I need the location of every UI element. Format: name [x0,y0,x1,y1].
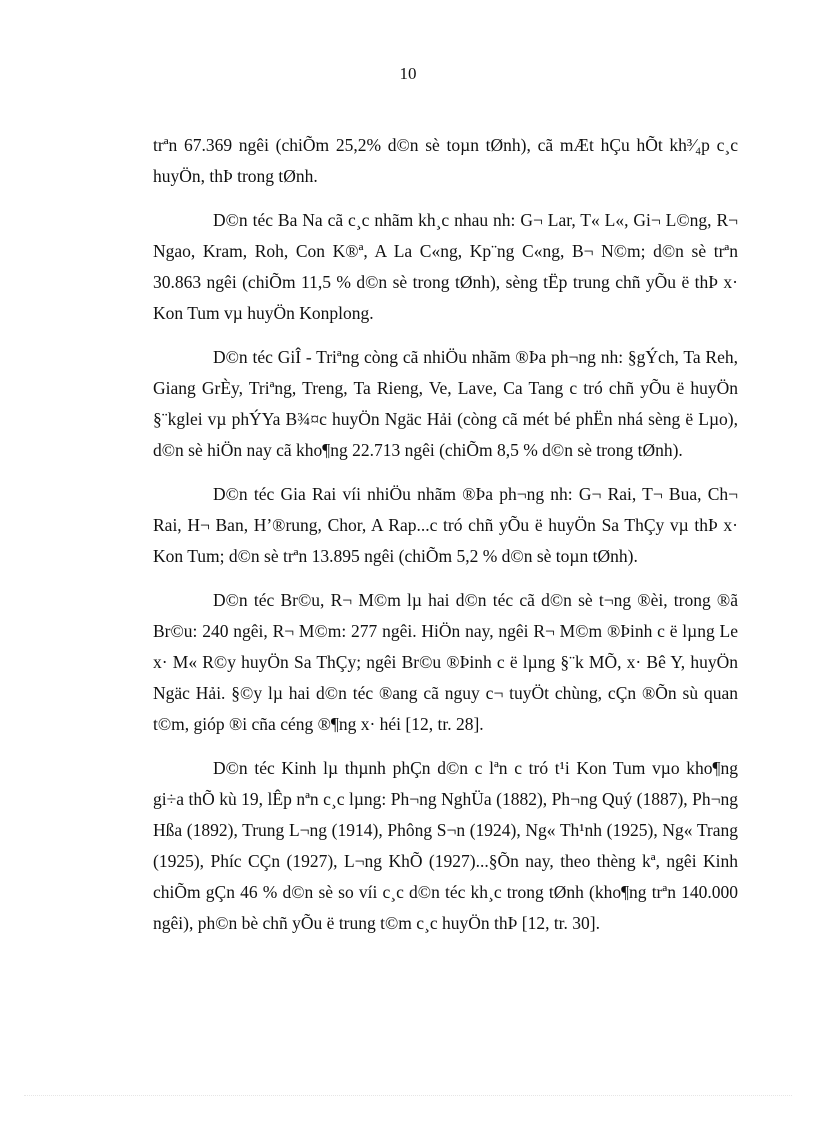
page-bottom-divider [24,1095,792,1096]
paragraph: D©n téc Kinh lµ thµnh phÇn d©n c lªn c tró t¹i Kon Tum vµo kho¶ng gi÷a thÕ kù 19, lÊp nªn c¸c lµng: Ph¬ng NghÜa (1882), Ph¬ng Quý (1887), Ph¬ng Hßa (1892), Trung L¬ng (1914), Phông S¬n (1924), Ng« Th¹nh (1925), Ng« Trang (1925), Phíc CÇn (1927), L¬ng KhÕ (1927)...§Õn nay, theo thèng kª, ngêi Kinh chiÕm gÇn 46 % d©n sè so víi c¸c d©n téc kh¸c trong tØnh (kho¶ng trªn 140.000 ngêi), ph©n bè chñ yÕu ë trung t©m c¸c huyÖn thÞ [12, tr. 30]. [153,758,738,933]
page-number: 10 [399,64,417,83]
paragraph: D©n téc Br©u, R¬ M©m lµ hai d©n téc cã d©n sè t¬ng ®èi, trong ®ã Br©u: 240 ngêi, R¬ M©m: 277 ngêi. HiÖn nay, ngêi R¬ M©m ®Þinh c ë lµng Le x· M« R©y huyÖn Sa ThÇy; ngêi Br©u ®Þinh c ë lµng §¨k MÕ, x· Bê Y, huyÖn Ngäc Hải. §©y lµ hai d©n téc ®ang cã nguy c¬ tuyÖt chùng, cÇn ®Õn sù quan t©m, gióp ®i cña céng ®¶ng x· héi [12, tr. 28]. [153,590,738,734]
paragraph: D©n téc Ba Na cã c¸c nhãm kh¸c nhau nh: G¬ Lar, T« L«, Gi¬ L©ng, R¬ Ngao, Kram, Roh, Con K®ª, A La C«ng, Kp¨ng C«ng, B¬ N©m; d©n sè trªn 30.863 ngêi (chiÕm 11,5 % d©n sè trong tØnh), sèng tËp trung chñ yÕu ë thÞ x· Kon Tum vµ huyÖn Konplong. [153,210,738,323]
paragraph: D©n téc GiÎ - Triªng còng cã nhiÖu nhãm ®Þa ph¬ng nh: §gÝch, Ta Reh, Giang GrÈy, Triªng, Treng, Ta Rieng, Ve, Lave, Ca Tang c tró chñ yÕu ë huyÖn §¨kglei vµ phÝYa B¾¤c huyÖn Ngäc Hải (còng cã mét bé phËn nhá sèng ë Lµo), d©n sè hiÖn nay cã kho¶ng 22.713 ngêi (chiÕm 8,5 % d©n sè trong tØnh). [153,347,738,460]
paragraph: trªn 67.369 ngêi (chiÕm 25,2% d©n sè toµn tØnh), cã mÆt hÇu hÕt kh³⁄₄p c¸c huyÖn, thÞ trong tØnh. [153,135,738,186]
document-body [153,130,738,952]
paragraph: D©n téc Gia Rai víi nhiÖu nhãm ®Þa ph¬ng nh: G¬ Rai, T¬ Bua, Ch¬ Rai, H¬ Ban, H’®rung, Chor, A Rap...c tró chñ yÕu ë huyÖn Sa ThÇy vµ thÞ x· Kon Tum; d©n sè trªn 13.895 ngêi (chiÕm 5,2 % d©n sè toµn tØnh). [153,484,738,566]
